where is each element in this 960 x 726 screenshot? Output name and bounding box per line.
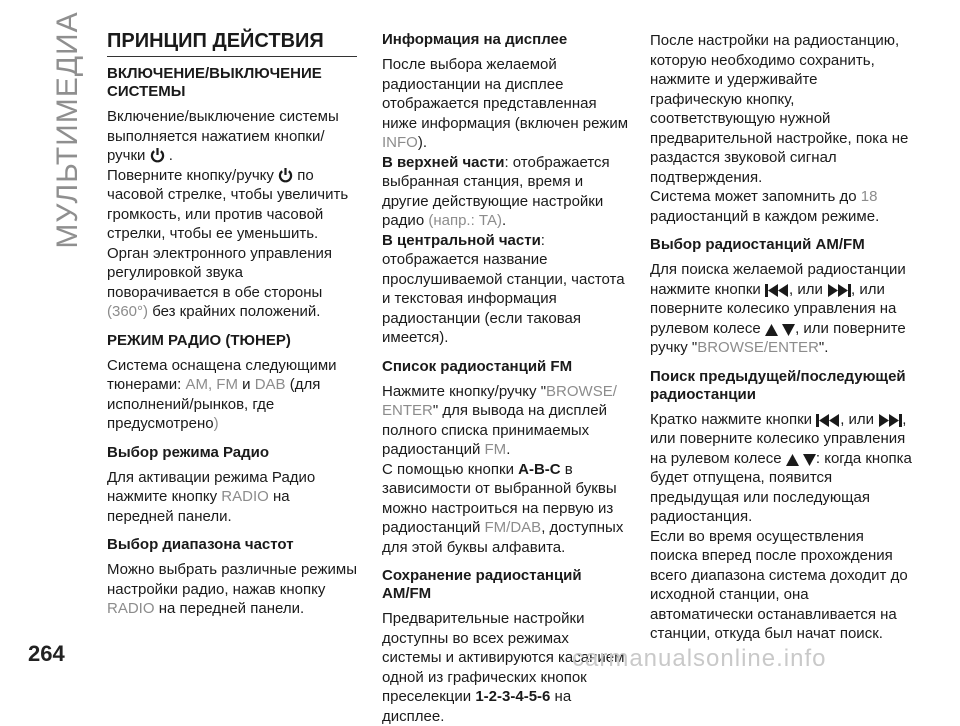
- paragraph-after-tuning: После настройки на радиостанцию, которую необходимо сохранить, нажмите и удерживайте графическую кнопку, соответствующую нужной предварительной настройке, пока не раздастся звуковой сигнал подтверждения.: [650, 32, 909, 186]
- heading-on-off: ВКЛЮЧЕНИЕ/ВЫКЛЮЧЕНИЕ СИСТЕМЫ: [107, 65, 322, 100]
- paragraph-abc: С помощью кнопки A-B-C в зависимости от выбранной буквы можно настроиться на первую из радиостанций FM/DAB, доступных для этой буквы алфавита.: [382, 460, 624, 556]
- paragraph-volume-control: Орган электронного управления регулировкой звука поворачивается в обе стороны (360°) без крайних положений.: [107, 244, 333, 320]
- column-3: [650, 27, 912, 644]
- paragraph-search-wrap: Если во время осуществления поиска вперед после прохождения всего диапазона система доходит до исходной станции, она автоматически останавливается на станции, откуда был начат поиск.: [650, 527, 908, 642]
- paragraph-top-part: В верхней части: отображается выбранная станция, время и другие действующие настройки радио (напр.: TA).: [382, 153, 610, 229]
- paragraph-search: Кратко нажмите кнопки , или , или поверните колесико управления на рулевом колесе : когда кнопка будет отпущена, появится предыдущая или последующая радиостанция.: [650, 410, 912, 525]
- page-number: 264: [28, 641, 65, 666]
- column-1: [107, 27, 357, 619]
- paragraph-turn-knob: Поверните кнопку/ручку по часовой стрелке, чтобы увеличить громкость, или против часовой стрелки, чтобы ее уменьшить.: [107, 166, 349, 242]
- page-title: ПРИНЦИП ДЕЙСТВИЯ: [107, 29, 357, 57]
- heading-save: Сохранение радиостанций AM/FM: [382, 567, 582, 602]
- knob-icon: [150, 147, 165, 163]
- heading-search: Поиск предыдущей/последующей радиостанции: [650, 367, 906, 403]
- heading-band: Выбор диапазона частот: [107, 536, 294, 553]
- next-track-icon: [827, 284, 851, 297]
- watermark: carmanualsonline.info: [572, 645, 827, 672]
- prev-track-icon: [765, 284, 789, 297]
- paragraph-on-off: Включение/выключение системы выполняется нажатием кнопки/ ручки .: [107, 108, 339, 164]
- heading-fm-list: Список радиостанций FM: [382, 357, 573, 375]
- paragraph-save: Предварительные настройки доступны во всех режимах системы и активируются касанием одной из графических кнопок преселекции 1-2-3-4-5-6 на дисплее.: [382, 610, 625, 725]
- triangle-down-icon: [803, 454, 816, 466]
- heading-info: Информация на дисплее: [382, 31, 568, 48]
- section-side-title: МУЛЬТИМЕДИА: [51, 11, 84, 249]
- column-2: [382, 27, 630, 726]
- paragraph-memory: Система может запомнить до 18 радиостанций в каждом режиме.: [650, 188, 880, 225]
- heading-radio-mode: РЕЖИМ РАДИО (ТЮНЕР): [107, 331, 291, 349]
- paragraph-band: Можно выбрать различные режимы настройки радио, нажав кнопку RADIO на передней панели.: [107, 561, 357, 617]
- paragraph-tuners: Система оснащена следующими тюнерами: AM, FM и DAB (для исполнений/рынков, где предусмотрено): [107, 356, 337, 432]
- paragraph-fm-list: Нажмите кнопку/ручку "BROWSE/ ENTER" для вывода на дисплей полного списка принимаемых радиостанций FM.: [382, 382, 617, 458]
- knob-icon: [278, 167, 293, 183]
- triangle-down-icon: [782, 324, 795, 336]
- triangle-up-icon: [786, 454, 799, 466]
- paragraph-select-radio: Для активации режима Радио нажмите кнопку RADIO на передней панели.: [107, 468, 316, 525]
- paragraph-select-stations: Для поиска желаемой радиостанции нажмите кнопки , или , или поверните колесико управления на рулевом колесе , или поверните ручку "BROWSE/ENTER".: [650, 261, 906, 356]
- heading-select-radio: Выбор режима Радио: [107, 443, 270, 461]
- triangle-up-icon: [765, 324, 778, 336]
- next-track-icon: [878, 414, 902, 427]
- prev-track-icon: [816, 414, 840, 427]
- heading-select-stations: Выбор радиостанций AM/FM: [650, 236, 865, 253]
- paragraph-center-part: В центральной части: отображается название прослушиваемой станции, частота и текстовая информация радиостанции (если таковая имеется).: [382, 231, 625, 346]
- paragraph-info: После выбора желаемой радиостанции на дисплее отображается представленная ниже информация (включен режим INFO).: [382, 56, 629, 151]
